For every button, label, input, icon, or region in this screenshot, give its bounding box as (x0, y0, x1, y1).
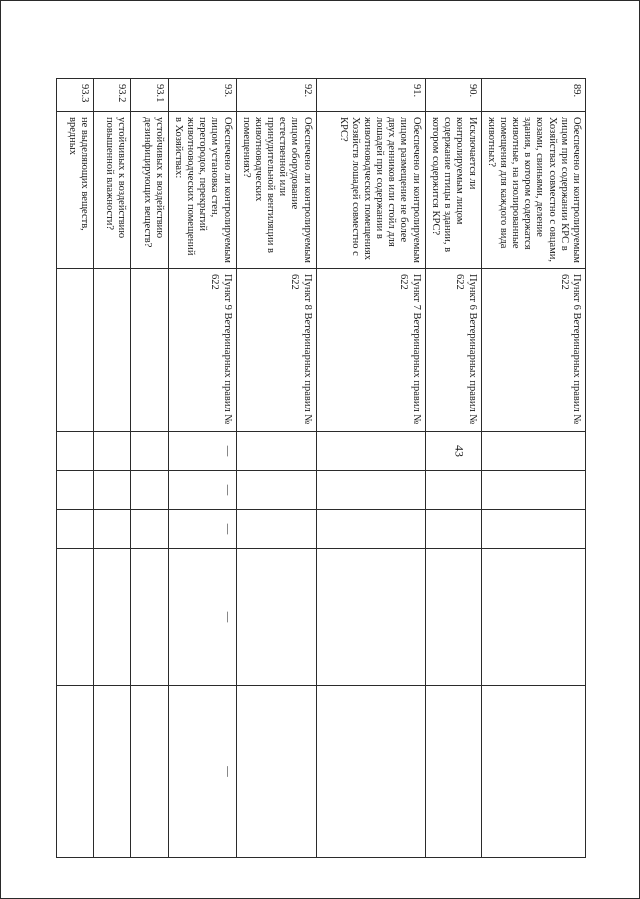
answer-yes-cell (56, 432, 93, 471)
answer-yes-cell (130, 432, 168, 471)
page-number: 43 (452, 445, 467, 457)
table-row (236, 79, 316, 858)
comment-cell (316, 686, 425, 858)
weight-cell (425, 549, 481, 686)
table-row (481, 79, 585, 858)
answer-no-cell (130, 471, 168, 510)
answer-yes-cell (93, 432, 130, 471)
question-cell: Обеспечено ли контролируемым лицом размещение не более двух денников или стойл для лошадей при содержании в животноводческих помещениях Хозяйств лошадей совместно с КРС? (316, 112, 425, 269)
answer-yes-cell (481, 432, 585, 471)
row-number: 93.1 (130, 79, 168, 112)
legal-reference-cell: Пункт 9 Ветеринарных правил № 622 (168, 269, 236, 432)
legal-reference-cell (130, 269, 168, 432)
weight-cell (93, 549, 130, 686)
answer-na-cell (93, 510, 130, 549)
legal-reference-cell: Пункт 6 Ветеринарных правил № 622 (425, 269, 481, 432)
question-cell: Обеспечено ли контролируемым лицом оборудование естественной или принудительной вентиляции в животноводческих помещениях? (236, 112, 316, 269)
table-row (56, 79, 93, 858)
rotated-table-wrapper (66, 78, 586, 857)
answer-yes-cell (425, 432, 481, 471)
answer-na-cell (130, 510, 168, 549)
answer-no-cell (481, 471, 585, 510)
answer-no-cell: — (168, 471, 236, 510)
answer-no-cell (56, 471, 93, 510)
comment-cell (425, 686, 481, 858)
answer-na-cell (316, 510, 425, 549)
comment-cell (481, 686, 585, 858)
legal-reference-cell (56, 269, 93, 432)
answer-no-cell (425, 471, 481, 510)
legal-reference-cell (93, 269, 130, 432)
question-cell: Исключается ли контролируемым лицом содержание птицы в здании, в котором содержится КРС? (425, 112, 481, 269)
answer-no-cell (93, 471, 130, 510)
legal-reference-cell: Пункт 7 Ветеринарных правил № 622 (316, 269, 425, 432)
table-row (316, 79, 425, 858)
weight-cell: — (168, 549, 236, 686)
answer-na-cell (56, 510, 93, 549)
answer-yes-cell (236, 432, 316, 471)
weight-cell (56, 549, 93, 686)
weight-cell (316, 549, 425, 686)
comment-cell (93, 686, 130, 858)
row-number: 93. (168, 79, 236, 112)
row-number: 92. (236, 79, 316, 112)
answer-yes-cell (316, 432, 425, 471)
comment-cell (56, 686, 93, 858)
question-cell: устойчивых к воздействию повышенной влажности? (93, 112, 130, 269)
comment-cell (236, 686, 316, 858)
comment-cell (130, 686, 168, 858)
table-row (130, 79, 168, 858)
answer-yes-cell: — (168, 432, 236, 471)
legal-reference-cell: Пункт 6 Ветеринарных правил № 622 (481, 269, 585, 432)
answer-na-cell (481, 510, 585, 549)
question-cell: Обеспечено ли контролируемым лицом установка стен, перегородок, перекрытий животноводческих помещений в Хозяйствах: (168, 112, 236, 269)
table-row (168, 79, 236, 858)
answer-no-cell (316, 471, 425, 510)
question-cell: Обеспечено ли контролируемым лицом при содержании КРС в Хозяйствах совместно с овцами, козами, свиньями, деление здания, в котором содержатся животные, на изолированные помещения для каждого вида животных? (481, 112, 585, 269)
question-cell: устойчивых к воздействию дезинфицирующих веществ? (130, 112, 168, 269)
answer-no-cell (236, 471, 316, 510)
row-number: 93.3 (56, 79, 93, 112)
row-number: 93.2 (93, 79, 130, 112)
question-cell: не выделяющих веществ, вредных (56, 112, 93, 269)
answer-na-cell (236, 510, 316, 549)
answer-na-cell (425, 510, 481, 549)
weight-cell (236, 549, 316, 686)
row-number: 89. (481, 79, 585, 112)
table-row (425, 79, 481, 858)
legal-reference-cell: Пункт 8 Ветеринарных правил № 622 (236, 269, 316, 432)
row-number: 90. (425, 79, 481, 112)
table-row (93, 79, 130, 858)
comment-cell: — (168, 686, 236, 858)
row-number: 91. (316, 79, 425, 112)
checklist-table (56, 78, 586, 858)
answer-na-cell: — (168, 510, 236, 549)
weight-cell (481, 549, 585, 686)
weight-cell (130, 549, 168, 686)
